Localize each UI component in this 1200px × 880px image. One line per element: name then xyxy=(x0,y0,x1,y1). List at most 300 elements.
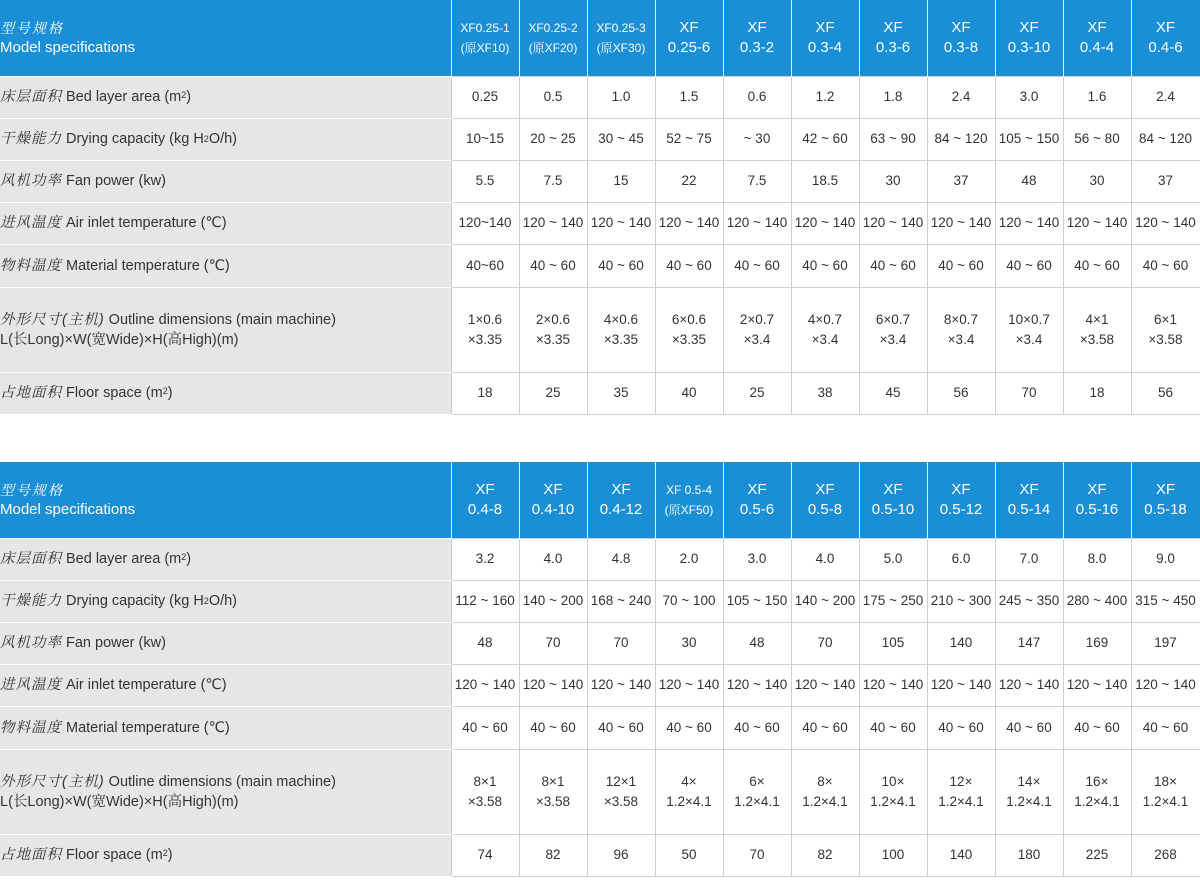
model-code-line1: XF xyxy=(1019,480,1039,498)
model-header-cell xyxy=(587,0,655,76)
model-code-line2: 0.5-6 xyxy=(739,500,775,518)
label-line2: L(长Long)×W(宽Wide)×H(高High)(m) xyxy=(0,793,239,810)
drying-capacity-row xyxy=(0,580,1200,622)
drying-capacity-value: 84 ~ 120 xyxy=(1131,118,1200,160)
fan-power-value: 37 xyxy=(1131,160,1200,202)
label-end: ) xyxy=(167,847,173,863)
material-temperature-value: 40 ~ 60 xyxy=(655,706,723,749)
air-inlet-temperature-value: 120 ~ 140 xyxy=(791,664,859,706)
label-cn: 物料温度 xyxy=(0,719,62,736)
bed-layer-area-label xyxy=(0,76,451,118)
drying-capacity-value: 140 ~ 200 xyxy=(791,580,859,622)
model-header-cell xyxy=(451,462,519,538)
label-cn: 风机功率 xyxy=(0,173,62,189)
fan-power-row xyxy=(0,622,1200,664)
air-inlet-temperature-label xyxy=(0,202,451,244)
outline-dimensions-value xyxy=(723,287,791,372)
label-line xyxy=(0,258,230,274)
bed-layer-area-row xyxy=(0,76,1200,118)
dimension-line2: ×3.4 xyxy=(743,331,771,347)
model-header-cell xyxy=(655,462,723,538)
floor-space-value: 225 xyxy=(1063,834,1131,876)
drying-capacity-value: 56 ~ 80 xyxy=(1063,118,1131,160)
outline-dimensions-row xyxy=(0,287,1200,372)
outline-dimensions-value xyxy=(995,749,1063,834)
model-header-cell xyxy=(1131,0,1200,76)
model-code-line1: XF xyxy=(747,480,767,498)
drying-capacity-value: 245 ~ 350 xyxy=(995,580,1063,622)
outline-dimensions-value xyxy=(587,749,655,834)
label-cn: 占地面积 xyxy=(0,385,62,401)
model-code-line2: 0.25-6 xyxy=(667,38,711,56)
label-line2: L(长Long)×W(宽Wide)×H(高High)(m) xyxy=(0,331,239,348)
dimension-line2: ×3.35 xyxy=(467,331,503,347)
air-inlet-temperature-value: 120 ~ 140 xyxy=(587,664,655,706)
model-header-cell xyxy=(451,0,519,76)
floor-space-value: 18 xyxy=(451,372,519,414)
material-temperature-value: 40 ~ 60 xyxy=(995,244,1063,287)
bed-layer-area-row xyxy=(0,538,1200,580)
model-header-label xyxy=(0,462,451,538)
model-header-cell xyxy=(791,0,859,76)
label-line xyxy=(0,774,336,790)
dimension-line2: 1.2×4.1 xyxy=(1074,793,1120,809)
fan-power-value: 48 xyxy=(451,622,519,664)
air-inlet-temperature-value: 120 ~ 140 xyxy=(995,664,1063,706)
fan-power-value: 197 xyxy=(1131,622,1200,664)
air-inlet-temperature-value: 120 ~ 140 xyxy=(519,664,587,706)
floor-space-row xyxy=(0,372,1200,414)
outline-dimensions-label xyxy=(0,749,451,834)
outline-dimensions-value xyxy=(519,287,587,372)
model-label-cn: 型号规格 xyxy=(0,19,64,36)
label-end: O/h) xyxy=(208,131,238,147)
label-en: Bed layer area (m xyxy=(66,89,182,105)
drying-capacity-value: 42 ~ 60 xyxy=(791,118,859,160)
outline-dimensions-row xyxy=(0,749,1200,834)
bed-layer-area-value: 7.0 xyxy=(995,538,1063,580)
fan-power-value: 70 xyxy=(519,622,587,664)
model-code-line1: XF xyxy=(611,480,631,498)
label-en: Drying capacity (kg H xyxy=(66,131,204,147)
label-en: Floor space (m xyxy=(66,847,163,863)
air-inlet-temperature-value: 120 ~ 140 xyxy=(859,202,927,244)
dimension-line1: 8×1 xyxy=(473,773,497,789)
label-cn: 风机功率 xyxy=(0,635,62,651)
header-row xyxy=(0,0,1200,76)
outline-dimensions-value xyxy=(927,749,995,834)
drying-capacity-value: 20 ~ 25 xyxy=(519,118,587,160)
material-temperature-value: 40 ~ 60 xyxy=(1131,706,1200,749)
model-header-cell xyxy=(791,462,859,538)
bed-layer-area-value: 4.0 xyxy=(791,538,859,580)
outline-dimensions-value xyxy=(655,287,723,372)
drying-capacity-value: 84 ~ 120 xyxy=(927,118,995,160)
label-end: O/h) xyxy=(208,593,238,609)
floor-space-value: 96 xyxy=(587,834,655,876)
label-en: Fan power (kw) xyxy=(66,173,166,189)
dimension-line1: 2×0.7 xyxy=(739,311,775,327)
label-en: Drying capacity (kg H xyxy=(66,593,204,609)
material-temperature-value: 40 ~ 60 xyxy=(859,244,927,287)
model-code-line1: XF xyxy=(951,480,971,498)
bed-layer-area-value: 1.5 xyxy=(655,76,723,118)
dimension-line1: 12× xyxy=(949,773,973,789)
material-temperature-value: 40 ~ 60 xyxy=(723,244,791,287)
model-code-line2: 0.3-6 xyxy=(875,38,911,56)
outline-dimensions-value xyxy=(1131,749,1200,834)
material-temperature-value: 40 ~ 60 xyxy=(859,706,927,749)
outline-dimensions-value xyxy=(791,749,859,834)
drying-capacity-value: ~ 30 xyxy=(723,118,791,160)
floor-space-value: 25 xyxy=(723,372,791,414)
model-code-line2: 0.4-4 xyxy=(1079,38,1115,56)
model-header-cell xyxy=(519,0,587,76)
model-code-line2: (原XF10) xyxy=(460,40,510,55)
dimension-line2: 1.2×4.1 xyxy=(1006,793,1052,809)
model-code-line1: XF 0.5-4 xyxy=(665,482,713,497)
label-superscript: 2 xyxy=(162,848,168,858)
material-temperature-value: 40~60 xyxy=(451,244,519,287)
bed-layer-area-value: 1.6 xyxy=(1063,76,1131,118)
outline-dimensions-label xyxy=(0,287,451,372)
bed-layer-area-value: 8.0 xyxy=(1063,538,1131,580)
floor-space-value: 38 xyxy=(791,372,859,414)
model-header-cell xyxy=(995,462,1063,538)
material-temperature-value: 40 ~ 60 xyxy=(791,706,859,749)
model-header-cell xyxy=(1063,0,1131,76)
fan-power-value: 70 xyxy=(587,622,655,664)
outline-dimensions-value xyxy=(995,287,1063,372)
label-line xyxy=(0,131,237,147)
model-header-cell xyxy=(723,462,791,538)
floor-space-value: 40 xyxy=(655,372,723,414)
model-code-line2: 0.5-12 xyxy=(939,500,983,518)
fan-power-label xyxy=(0,622,451,664)
fan-power-label xyxy=(0,160,451,202)
material-temperature-value: 40 ~ 60 xyxy=(519,706,587,749)
model-code-line1: XF xyxy=(1155,18,1176,36)
fan-power-value: 5.5 xyxy=(451,160,519,202)
dimension-line2: ×3.35 xyxy=(671,331,707,347)
air-inlet-temperature-value: 120 ~ 140 xyxy=(1063,664,1131,706)
model-header-cell xyxy=(859,462,927,538)
fan-power-value: 7.5 xyxy=(723,160,791,202)
floor-space-value: 56 xyxy=(927,372,995,414)
material-temperature-value: 40 ~ 60 xyxy=(519,244,587,287)
model-code-line2: 0.5-16 xyxy=(1075,500,1119,518)
outline-dimensions-value xyxy=(655,749,723,834)
label-en: Floor space (m xyxy=(66,385,163,401)
drying-capacity-label xyxy=(0,118,451,160)
drying-capacity-value: 175 ~ 250 xyxy=(859,580,927,622)
label-line xyxy=(0,677,227,693)
model-code-line1: XF xyxy=(1019,18,1039,36)
bed-layer-area-value: 1.0 xyxy=(587,76,655,118)
dimension-line1: 10×0.7 xyxy=(1008,311,1050,327)
dimension-line1: 6× xyxy=(749,773,765,789)
dimension-line1: 4×0.7 xyxy=(807,311,843,327)
label-cn: 进风温度 xyxy=(0,215,62,231)
label-cn: 外形尺寸(主机) xyxy=(0,773,105,790)
model-label-en: Model specifications xyxy=(0,38,136,56)
spec-table-2 xyxy=(0,462,1200,877)
dimension-line1: 8×0.7 xyxy=(943,311,979,327)
model-code-line2: (原XF50) xyxy=(664,502,714,517)
model-label-en: Model specifications xyxy=(0,500,136,518)
dimension-line2: ×3.58 xyxy=(1079,331,1115,347)
model-code-line1: XF xyxy=(883,18,903,36)
model-code-line2: (原XF20) xyxy=(528,40,578,55)
drying-capacity-value: 168 ~ 240 xyxy=(587,580,655,622)
model-code-line2: 0.3-10 xyxy=(1007,38,1051,56)
fan-power-value: 70 xyxy=(791,622,859,664)
dimension-line2: 1.2×4.1 xyxy=(666,793,712,809)
material-temperature-value: 40 ~ 60 xyxy=(1063,244,1131,287)
spec-table-1 xyxy=(0,0,1200,415)
material-temperature-row xyxy=(0,706,1200,749)
floor-space-value: 25 xyxy=(519,372,587,414)
label-en: Outline dimensions (main machine) xyxy=(108,773,336,790)
air-inlet-temperature-value: 120 ~ 140 xyxy=(1131,202,1200,244)
dimension-line2: ×3.35 xyxy=(603,331,639,347)
floor-space-value: 82 xyxy=(791,834,859,876)
drying-capacity-value: 105 ~ 150 xyxy=(723,580,791,622)
model-code-line2: 0.4-10 xyxy=(531,500,575,518)
label-line xyxy=(0,847,173,863)
outline-dimensions-value xyxy=(927,287,995,372)
label-cn: 床层面积 xyxy=(0,551,62,567)
air-inlet-temperature-value: 120 ~ 140 xyxy=(791,202,859,244)
air-inlet-temperature-value: 120 ~ 140 xyxy=(859,664,927,706)
label-superscript: 2 xyxy=(181,552,187,562)
air-inlet-temperature-row xyxy=(0,664,1200,706)
fan-power-value: 105 xyxy=(859,622,927,664)
model-header-cell xyxy=(587,462,655,538)
dimension-line1: 6×0.7 xyxy=(875,311,911,327)
model-header-cell xyxy=(927,0,995,76)
floor-space-value: 18 xyxy=(1063,372,1131,414)
floor-space-label xyxy=(0,834,451,876)
bed-layer-area-value: 3.0 xyxy=(995,76,1063,118)
material-temperature-label xyxy=(0,244,451,287)
air-inlet-temperature-value: 120~140 xyxy=(451,202,519,244)
outline-dimensions-value xyxy=(791,287,859,372)
fan-power-value: 169 xyxy=(1063,622,1131,664)
air-inlet-temperature-value: 120 ~ 140 xyxy=(927,202,995,244)
label-cn: 干燥能力 xyxy=(0,131,62,147)
label-line xyxy=(0,312,336,328)
header-row xyxy=(0,462,1200,538)
label-cn: 干燥能力 xyxy=(0,593,62,609)
floor-space-value: 82 xyxy=(519,834,587,876)
model-code-line2: 0.4-8 xyxy=(467,500,503,518)
model-code-line2: 0.4-12 xyxy=(599,500,643,518)
air-inlet-temperature-label xyxy=(0,664,451,706)
label-superscript: 2 xyxy=(162,386,168,396)
label-line xyxy=(0,385,173,401)
dimension-line1: 1×0.6 xyxy=(467,311,503,327)
dimension-line1: 6×1 xyxy=(1154,311,1177,327)
bed-layer-area-value: 1.2 xyxy=(791,76,859,118)
dimension-line1: 4× xyxy=(681,773,697,789)
model-header-cell xyxy=(995,0,1063,76)
dimension-line2: 1.2×4.1 xyxy=(870,793,916,809)
label-line xyxy=(0,173,166,189)
drying-capacity-value: 280 ~ 400 xyxy=(1063,580,1131,622)
material-temperature-value: 40 ~ 60 xyxy=(927,244,995,287)
outline-dimensions-value xyxy=(1063,749,1131,834)
model-code-line1: XF0.25-2 xyxy=(528,20,578,35)
outline-dimensions-value xyxy=(451,287,519,372)
label-en: Air inlet temperature (℃) xyxy=(66,215,227,231)
outline-dimensions-value xyxy=(587,287,655,372)
model-code-line2: 0.5-8 xyxy=(807,500,843,518)
dimension-line2: ×3.4 xyxy=(947,331,975,347)
model-code-line1: XF xyxy=(1087,18,1107,36)
bed-layer-area-value: 0.5 xyxy=(519,76,587,118)
label-line xyxy=(0,593,237,609)
model-code-line2: 0.5-14 xyxy=(1007,500,1051,518)
label-cn: 外形尺寸(主机) xyxy=(0,311,105,328)
fan-power-value: 48 xyxy=(995,160,1063,202)
dimension-line2: 1.2×4.1 xyxy=(1142,793,1189,809)
drying-capacity-value: 70 ~ 100 xyxy=(655,580,723,622)
outline-dimensions-value xyxy=(519,749,587,834)
floor-space-value: 70 xyxy=(995,372,1063,414)
label-end: ) xyxy=(186,551,192,567)
dimension-line1: 4×0.6 xyxy=(603,311,639,327)
model-code-line1: XF0.25-1 xyxy=(460,20,510,35)
fan-power-value: 30 xyxy=(859,160,927,202)
outline-dimensions-value xyxy=(451,749,519,834)
model-code-line1: XF xyxy=(475,480,495,498)
floor-space-value: 268 xyxy=(1131,834,1200,876)
drying-capacity-value: 30 ~ 45 xyxy=(587,118,655,160)
bed-layer-area-value: 2.4 xyxy=(927,76,995,118)
model-header-cell xyxy=(927,462,995,538)
floor-space-value: 140 xyxy=(927,834,995,876)
floor-space-value: 50 xyxy=(655,834,723,876)
material-temperature-value: 40 ~ 60 xyxy=(587,244,655,287)
air-inlet-temperature-value: 120 ~ 140 xyxy=(655,202,723,244)
outline-dimensions-value xyxy=(859,749,927,834)
bed-layer-area-value: 1.8 xyxy=(859,76,927,118)
model-header-cell xyxy=(1131,462,1200,538)
bed-layer-area-value: 2.0 xyxy=(655,538,723,580)
dimension-line2: ×3.58 xyxy=(1148,331,1183,347)
bed-layer-area-value: 4.8 xyxy=(587,538,655,580)
dimension-line1: 8× xyxy=(817,773,833,789)
air-inlet-temperature-value: 120 ~ 140 xyxy=(723,202,791,244)
bed-layer-area-value: 4.0 xyxy=(519,538,587,580)
material-temperature-label xyxy=(0,706,451,749)
drying-capacity-value: 315 ~ 450 xyxy=(1131,580,1200,622)
dimension-line1: 2×0.6 xyxy=(535,311,571,327)
model-code-line2: 0.5-10 xyxy=(871,500,915,518)
label-en: Material temperature (℃) xyxy=(66,257,230,274)
dimension-line2: 1.2×4.1 xyxy=(802,793,848,809)
air-inlet-temperature-value: 120 ~ 140 xyxy=(1063,202,1131,244)
dimension-line1: 14× xyxy=(1017,773,1041,789)
drying-capacity-value: 140 ~ 200 xyxy=(519,580,587,622)
dimension-line1: 6×0.6 xyxy=(671,311,707,327)
outline-dimensions-value xyxy=(859,287,927,372)
bed-layer-area-value: 5.0 xyxy=(859,538,927,580)
floor-space-row xyxy=(0,834,1200,876)
bed-layer-area-value: 2.4 xyxy=(1131,76,1200,118)
bed-layer-area-value: 0.25 xyxy=(451,76,519,118)
dimension-line1: 4×1 xyxy=(1085,311,1109,327)
model-header-cell xyxy=(723,0,791,76)
model-header-cell xyxy=(655,0,723,76)
label-cn: 物料温度 xyxy=(0,257,62,274)
model-label-cn: 型号规格 xyxy=(0,481,64,498)
material-temperature-row xyxy=(0,244,1200,287)
model-code-line1: XF xyxy=(1155,480,1176,498)
label-line xyxy=(0,635,166,651)
dimension-line2: ×3.4 xyxy=(811,331,839,347)
label-line xyxy=(0,89,191,105)
material-temperature-value: 40 ~ 60 xyxy=(587,706,655,749)
dimension-line2: ×3.58 xyxy=(535,793,571,809)
bed-layer-area-value: 3.0 xyxy=(723,538,791,580)
label-cn: 床层面积 xyxy=(0,89,62,105)
floor-space-value: 35 xyxy=(587,372,655,414)
air-inlet-temperature-value: 120 ~ 140 xyxy=(451,664,519,706)
model-code-line2: 0.3-8 xyxy=(943,38,979,56)
dimension-line1: 12×1 xyxy=(605,773,637,789)
air-inlet-temperature-value: 120 ~ 140 xyxy=(519,202,587,244)
label-cn: 占地面积 xyxy=(0,847,62,863)
label-superscript: 2 xyxy=(181,90,187,100)
label-line xyxy=(0,551,191,567)
floor-space-value: 74 xyxy=(451,834,519,876)
fan-power-value: 140 xyxy=(927,622,995,664)
fan-power-value: 147 xyxy=(995,622,1063,664)
fan-power-value: 15 xyxy=(587,160,655,202)
air-inlet-temperature-value: 120 ~ 140 xyxy=(723,664,791,706)
material-temperature-value: 40 ~ 60 xyxy=(995,706,1063,749)
fan-power-value: 37 xyxy=(927,160,995,202)
dimension-line2: ×3.4 xyxy=(1015,331,1043,347)
model-code-line2: 0.5-18 xyxy=(1144,500,1187,518)
model-code-line1: XF xyxy=(815,480,835,498)
label-en: Material temperature (℃) xyxy=(66,719,230,736)
dimension-line2: ×3.35 xyxy=(535,331,571,347)
outline-dimensions-value xyxy=(723,749,791,834)
model-header-cell xyxy=(859,0,927,76)
material-temperature-value: 40 ~ 60 xyxy=(791,244,859,287)
label-en: Bed layer area (m xyxy=(66,551,182,567)
drying-capacity-value: 10~15 xyxy=(451,118,519,160)
air-inlet-temperature-value: 120 ~ 140 xyxy=(655,664,723,706)
material-temperature-value: 40 ~ 60 xyxy=(655,244,723,287)
dimension-line1: 10× xyxy=(881,773,905,789)
model-code-line1: XF xyxy=(747,18,767,36)
air-inlet-temperature-row xyxy=(0,202,1200,244)
fan-power-value: 30 xyxy=(1063,160,1131,202)
bed-layer-area-value: 9.0 xyxy=(1131,538,1200,580)
drying-capacity-value: 52 ~ 75 xyxy=(655,118,723,160)
floor-space-value: 45 xyxy=(859,372,927,414)
outline-dimensions-value xyxy=(1131,287,1200,372)
air-inlet-temperature-value: 120 ~ 140 xyxy=(995,202,1063,244)
label-cn: 进风温度 xyxy=(0,677,62,693)
drying-capacity-row xyxy=(0,118,1200,160)
material-temperature-value: 40 ~ 60 xyxy=(451,706,519,749)
floor-space-value: 100 xyxy=(859,834,927,876)
